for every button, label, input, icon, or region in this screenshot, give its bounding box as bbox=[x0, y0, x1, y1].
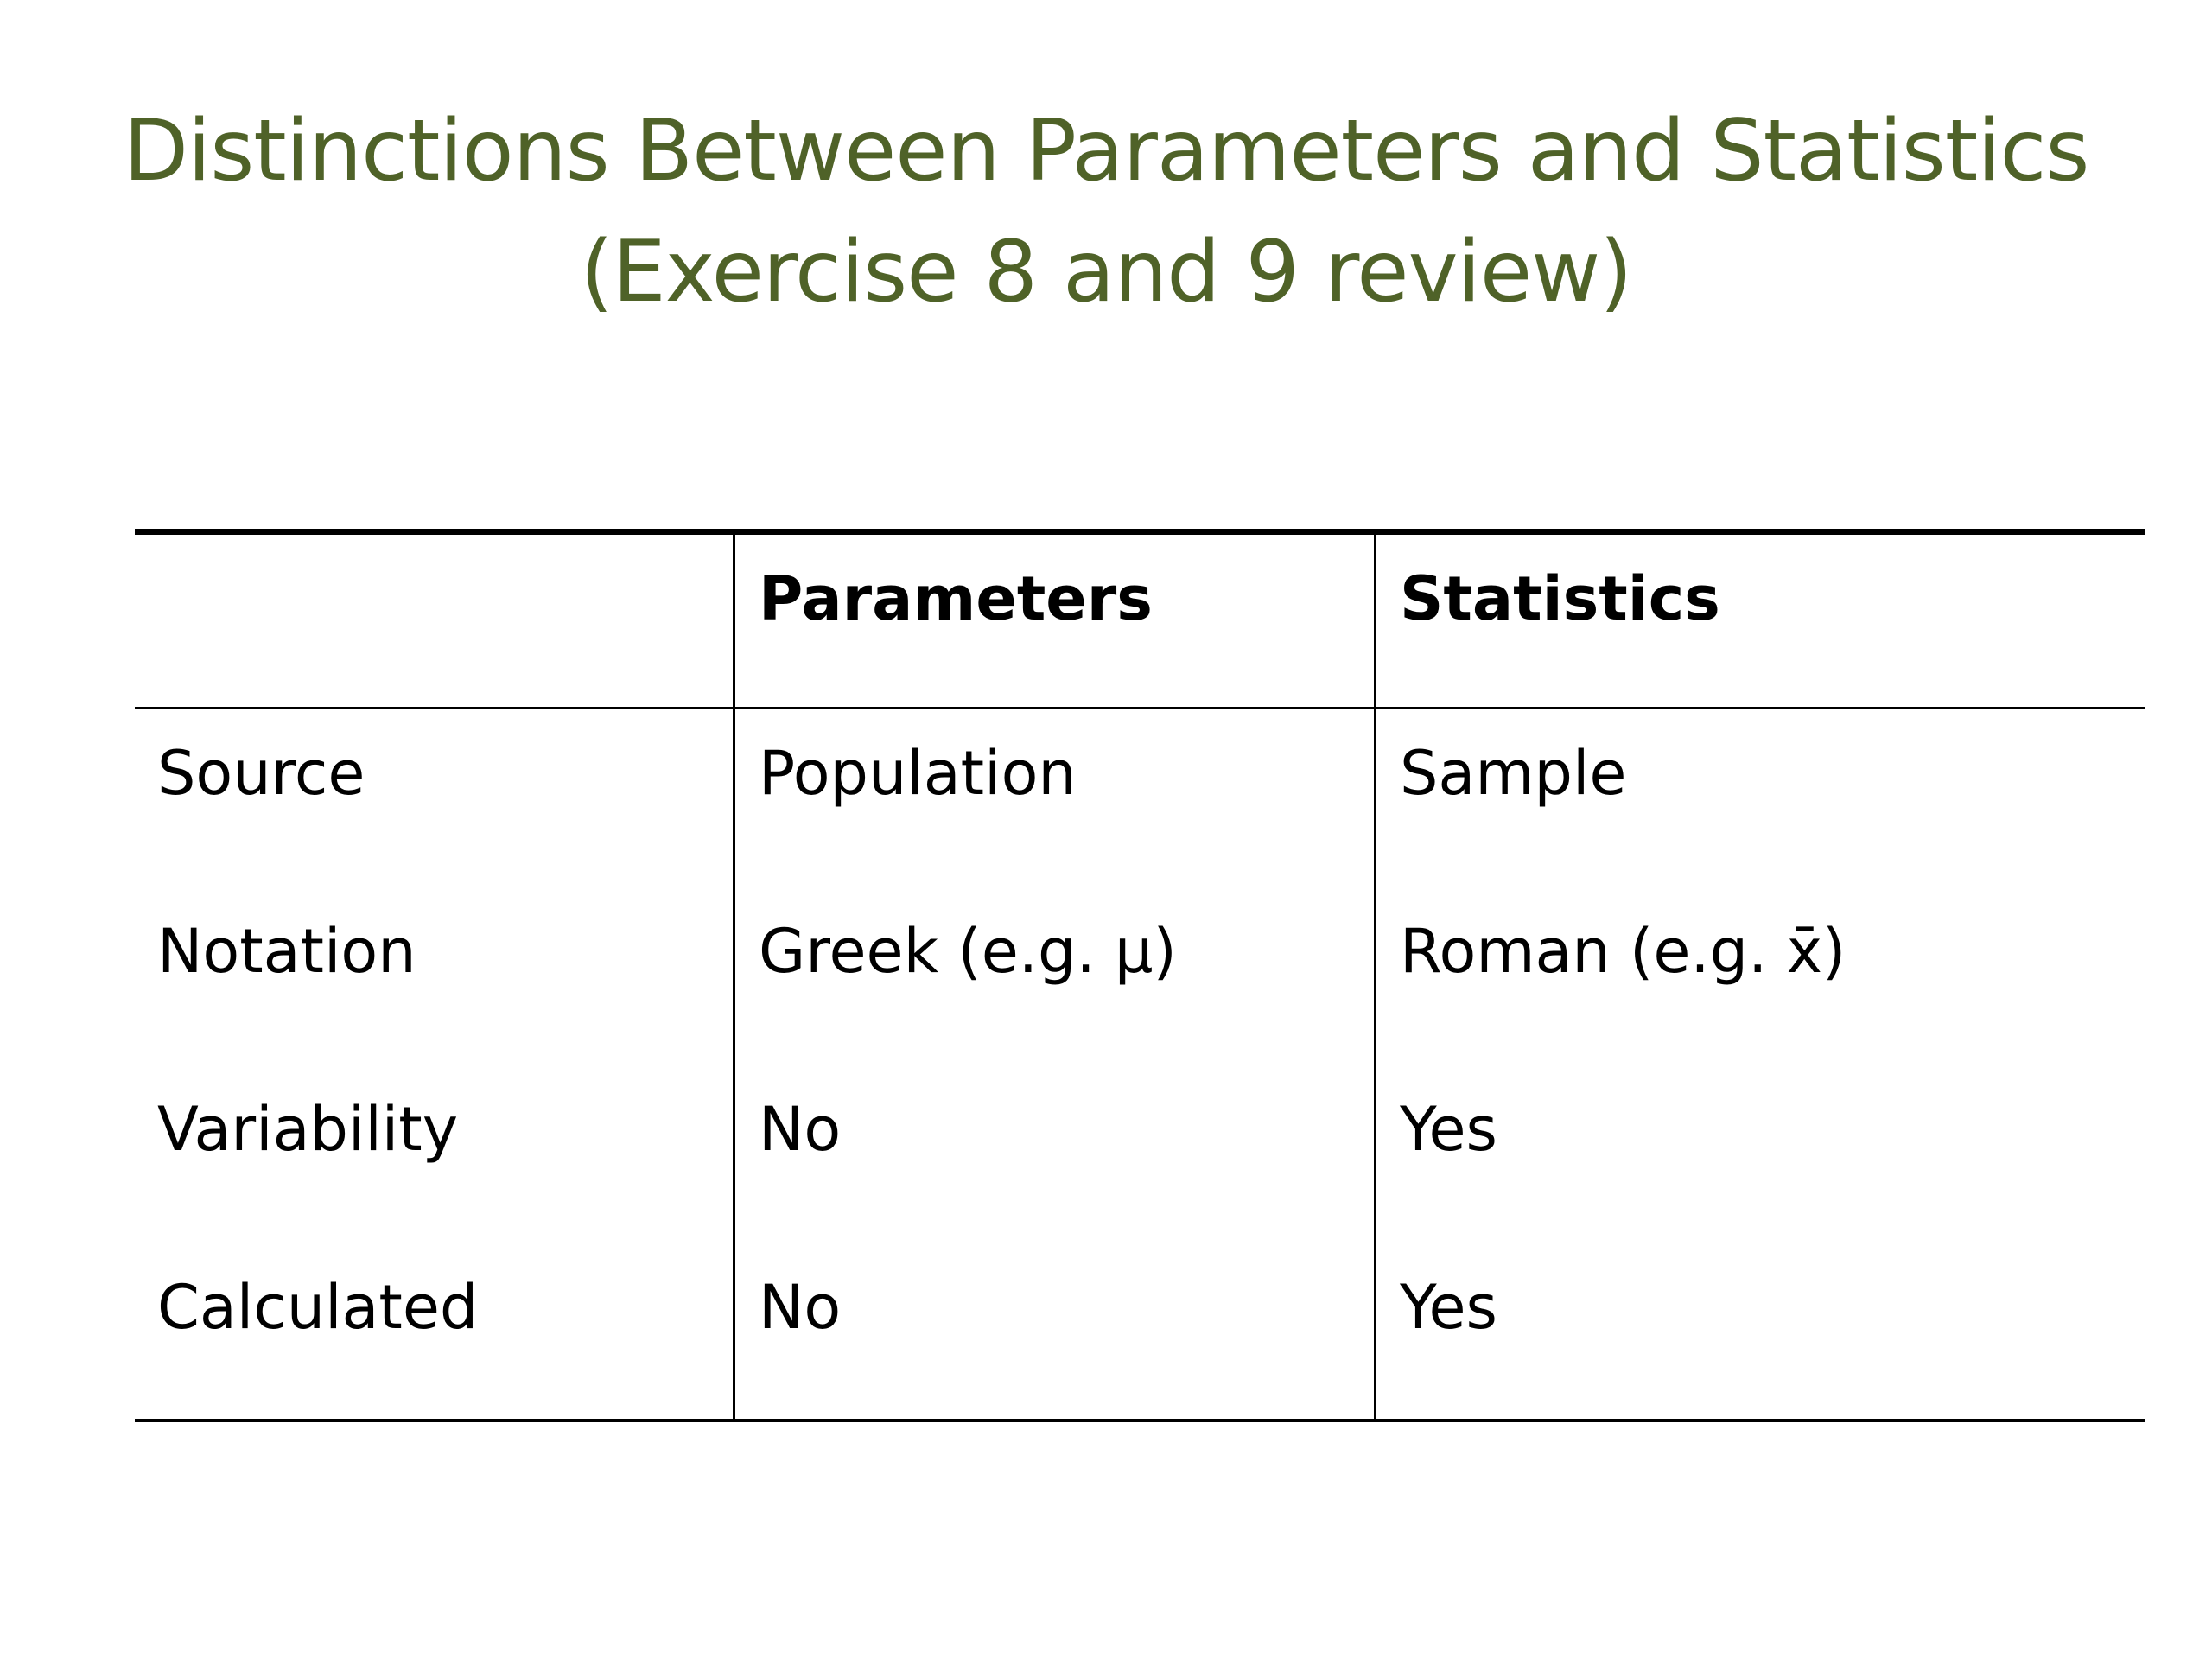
row-label-notation: Notation bbox=[157, 916, 416, 987]
table-top-rule bbox=[135, 529, 2145, 535]
table-cell: Sample bbox=[1400, 738, 1627, 809]
table-cell-roman-notation: Roman (e.g. x̄) bbox=[1400, 916, 1847, 987]
table-cell: Population bbox=[759, 738, 1077, 809]
slide-title bbox=[0, 91, 2212, 333]
row-label-source: Source bbox=[157, 738, 365, 809]
table-bottom-rule bbox=[135, 1419, 2145, 1422]
header-cell-statistics: Statistics bbox=[1400, 563, 1720, 634]
header-cell-parameters: Parameters bbox=[759, 563, 1153, 634]
comparison-table bbox=[135, 529, 2145, 1422]
table-cell: No bbox=[759, 1272, 842, 1343]
table-cell: No bbox=[759, 1094, 842, 1165]
table-cell: Yes bbox=[1400, 1094, 1497, 1165]
table-cell: Greek (e.g. μ) bbox=[759, 916, 1177, 987]
title-line-2: (Exercise 8 and 9 review) bbox=[580, 223, 1632, 321]
table-cell: Yes bbox=[1400, 1272, 1497, 1343]
title-line-1: Distinctions Between Parameters and Statistics bbox=[123, 102, 2089, 200]
row-label-variability: Variability bbox=[157, 1094, 459, 1165]
column-divider-1 bbox=[733, 532, 735, 1421]
table-header-rule bbox=[135, 707, 2145, 709]
row-label-calculated: Calculated bbox=[157, 1272, 479, 1343]
column-divider-2 bbox=[1374, 532, 1376, 1421]
